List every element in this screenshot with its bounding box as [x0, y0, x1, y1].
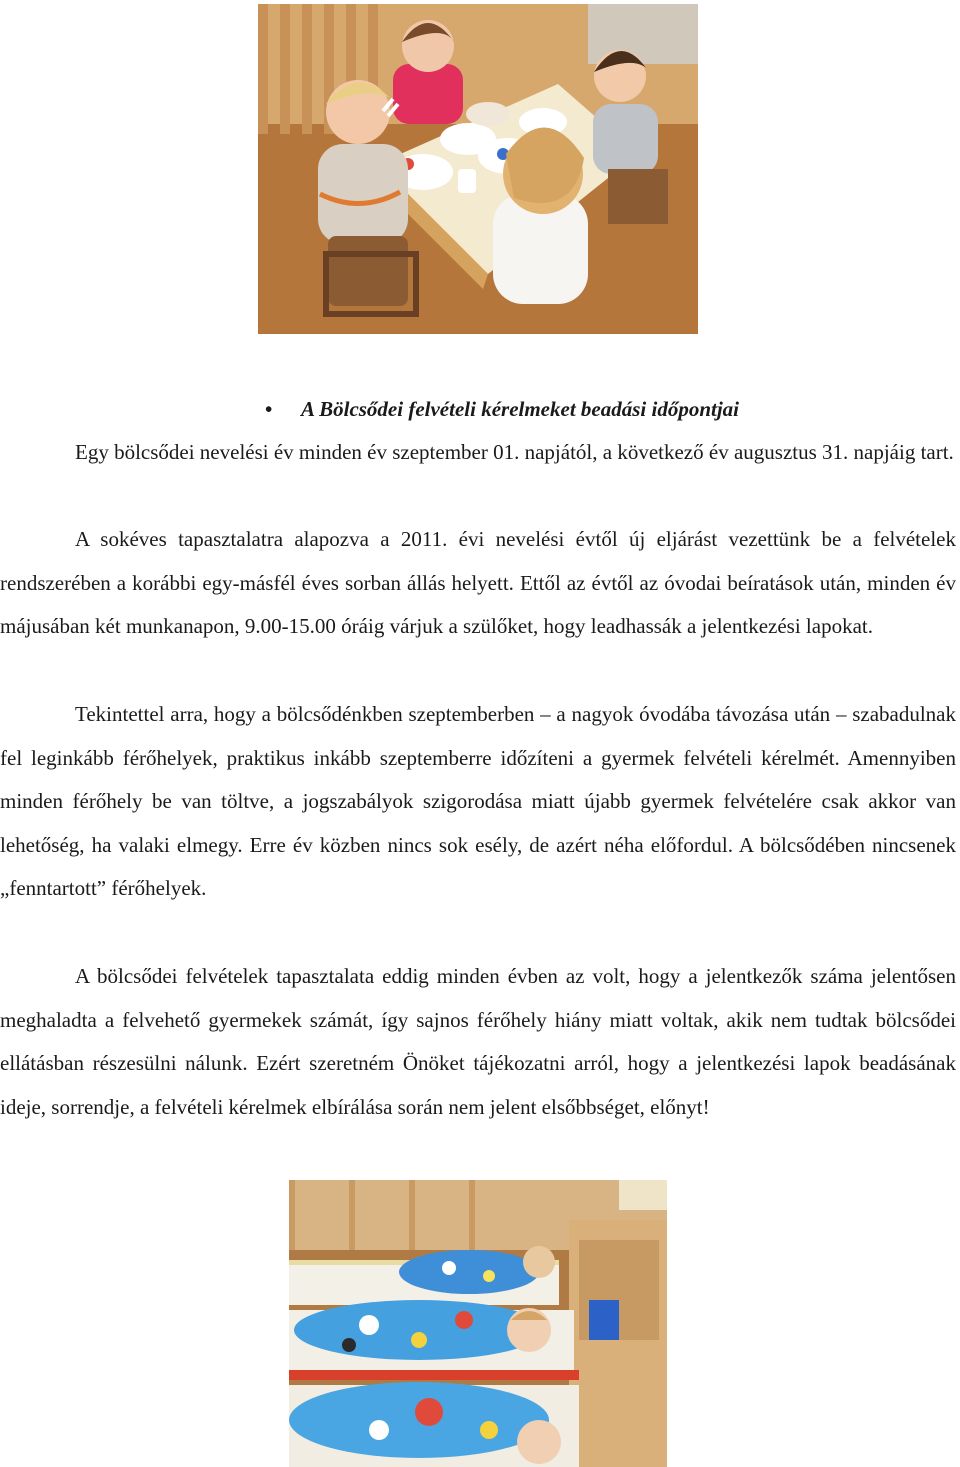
paragraph-admission-experience: A bölcsődei felvételek tapasztalata eddig minden évben az volt, hogy a jelentkezők száma jelentősen meghaladta a felvehető gyermekek számát, így sajnos férőhely hiány miatt voltak, akik nem tudtak bölcsődei ellátásban részesülni nálunk. Ezért szeretném Önöket tájékozatni arról, hogy a jelentkezési lapok beadásának ideje, sorrendje, a felvételi kérelmek elbírálása során nem jelent elsőbbséget, előnyt! — [0, 964, 956, 1119]
photo-children-eating — [258, 4, 698, 334]
photo-children-sleeping — [289, 1180, 667, 1467]
paragraph-school-year: Egy bölcsődei nevelési év minden év szeptember 01. napjától, a következő év augusztus 31. napjáig tart. — [75, 440, 954, 464]
section-heading — [265, 392, 905, 426]
bullet-icon: • — [265, 397, 273, 421]
paragraph-september-vacancies: Tekintettel arra, hogy a bölcsődénkben szeptemberben – a nagyok óvodába távozása után – szabadulnak fel leginkább férőhelyek, praktikus inkább szeptemberre időzíteni a gyermek felvételi kérelmét. Amennyiben minden férőhely be van töltve, a jogszabályok szigorodása miatt újabb gyermek felvételére csak akkor van lehetőség, ha valaki elmegy. Erre év közben nincs sok esély, de azért néha előfordul. A bölcsődében nincsenek „fenntartott” férőhelyek. — [0, 702, 956, 901]
paragraph-application-procedure: A sokéves tapasztalatra alapozva a 2011. évi nevelési évtől új eljárást vezettünk be a felvételek rendszerében a korábbi egy-másfél éves sorban állás helyett. Ettől az évtől az óvodai beíratások után, minden év májusában két munkanapon, 9.00-15.00 óráig várjuk a szülőket, hogy leadhassák a jelentkezési lapokat. — [0, 527, 956, 639]
heading-text: A Bölcsődei felvételi kérelmeket beadási időpontjai — [301, 397, 740, 421]
